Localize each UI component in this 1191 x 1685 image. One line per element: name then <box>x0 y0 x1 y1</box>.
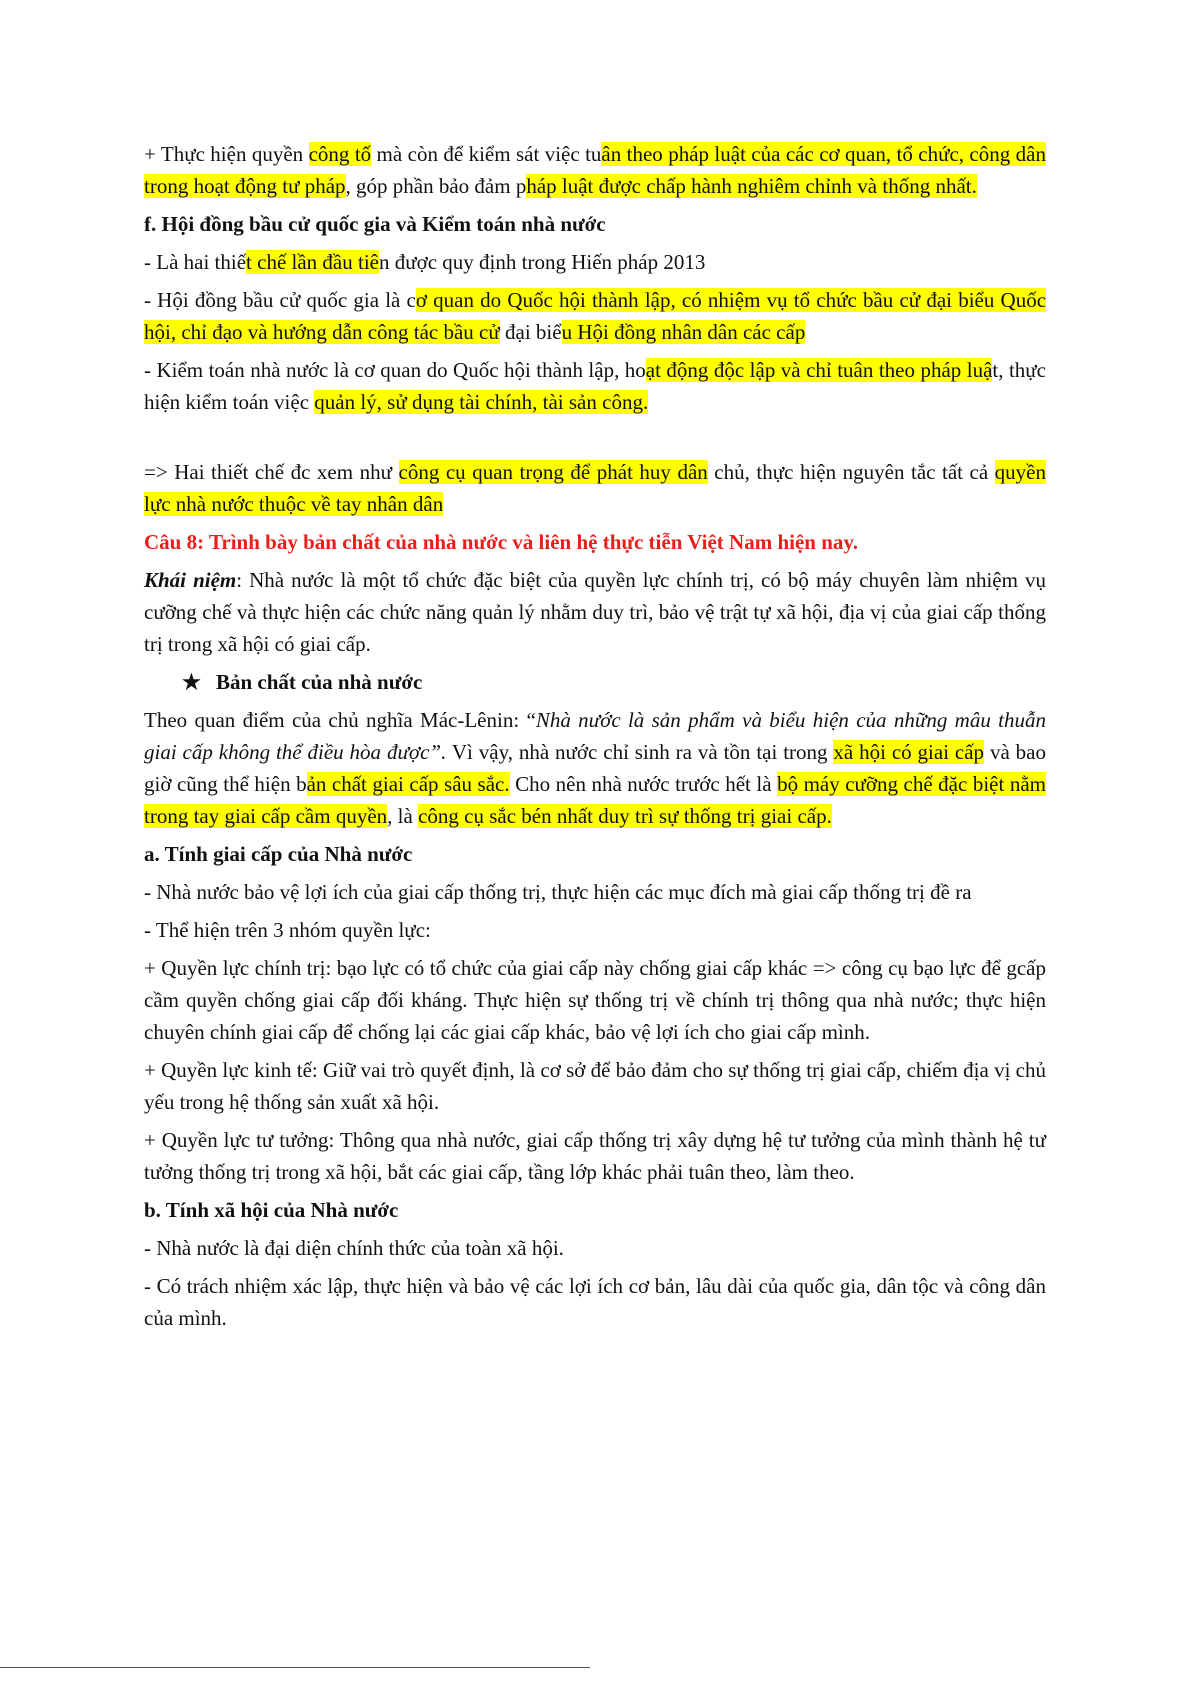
paragraph-definition <box>144 564 1046 660</box>
definition-label: Khái niệm <box>144 568 237 592</box>
text-run: => Hai thiết chế đc xem như <box>144 460 399 484</box>
paragraph-marxist-view <box>144 704 1046 832</box>
highlighted-text: công cụ sắc bén nhất duy trì sự thống trị giai cấp. <box>418 804 832 828</box>
text-run: và bao giờ cũng thể hiện b <box>144 740 1046 796</box>
text-run: Cho nên nhà nước trước hết là <box>509 772 778 796</box>
highlighted-text: bộ máy cưỡng chế đặc biệt nằm trong tay giai cấp cầm quyền <box>144 772 1046 828</box>
highlighted-text: ản chất giai cấp sâu sắc. <box>306 772 510 796</box>
highlighted-text: công cụ quan trọng để phát huy dân <box>398 460 708 484</box>
text-run: Theo quan điểm của chủ nghĩa Mác-Lênin: “ <box>144 708 536 732</box>
definition-text: : Nhà nước là một tổ chức đặc biệt của quyền lực chính trị, có bộ máy chuyên làm nhiệm vụ cưỡng chế và thực hiện các chức năng quản lý nhằm duy trì, bảo vệ trật tự xã hội, địa vị của giai cấp thống trị trong xã hội có giai cấp. <box>144 568 1046 656</box>
text-run: , góp phần bảo đảm p <box>345 174 527 198</box>
document-body <box>144 138 1046 1340</box>
text-run: n được quy định trong Hiến pháp 2013 <box>379 250 706 274</box>
highlighted-text: công tố <box>308 142 372 166</box>
paragraph-ideological-power: + Quyền lực tư tưởng: Thông qua nhà nước, giai cấp thống trị xây dựng hệ tư tưởng của mình thành hệ tư tưởng thống trị trong xã hội, bắt các giai cấp, tầng lớp khác phải tuân theo, làm theo. <box>144 1128 1046 1184</box>
highlighted-text: ân theo pháp luật của các cơ quan, tổ chức, công dân trong hoạt động tư pháp <box>144 142 1046 198</box>
star-heading-label: Bản chất của nhà nước <box>216 670 423 694</box>
highlighted-text: xã hội có giai cấp <box>833 740 985 764</box>
text-run: - Là hai thiế <box>144 250 247 274</box>
text-run: Vì vậy, nhà nước chỉ sinh ra và tồn tại trong <box>446 740 834 764</box>
footer-rule <box>0 1667 590 1668</box>
text-run: đại biể <box>499 320 562 344</box>
paragraph-public-prosecution <box>144 138 1046 202</box>
highlighted-text: u Hội đồng nhân dân các cấp <box>561 320 806 344</box>
paragraph-economic-power: + Quyền lực kinh tế: Giữ vai trò quyết định, là cơ sở để bảo đảm cho sự thống trị giai cấp, chiếm địa vị chủ yếu trong hệ thống sản xuất xã hội. <box>144 1058 1046 1114</box>
blank-line <box>144 424 1046 456</box>
heading-nature-of-state <box>144 666 1046 698</box>
text-run: - Kiểm toán nhà nước là cơ quan do Quốc hội thành lập, ho <box>144 358 646 382</box>
heading-social-nature: b. Tính xã hội của Nhà nước <box>144 1198 399 1222</box>
star-icon: ★ <box>182 670 201 694</box>
text-run: - Hội đồng bầu cử quốc gia là c <box>144 288 416 312</box>
text-run: t, thực hiện kiểm toán việc <box>144 358 1046 414</box>
paragraph-conclusion <box>144 456 1046 520</box>
heading-election-council-audit: f. Hội đồng bầu cử quốc gia và Kiểm toán nhà nước <box>144 212 606 236</box>
highlighted-text: t chế lần đầu tiê <box>246 250 379 274</box>
highlighted-text: quản lý, sử dụng tài chính, tài sản công. <box>314 390 649 414</box>
paragraph-state-audit <box>144 354 1046 418</box>
paragraph-representative: - Nhà nước là đại diện chính thức của toàn xã hội. <box>144 1236 564 1260</box>
paragraph-responsibility: - Có trách nhiệm xác lập, thực hiện và bảo vệ các lợi ích cơ bản, lâu dài của quốc gia, dân tộc và công dân của mình. <box>144 1274 1046 1330</box>
text-run: , là <box>387 804 419 828</box>
highlighted-text: háp luật được chấp hành nghiêm chỉnh và thống nhất. <box>526 174 977 198</box>
heading-class-nature: a. Tính giai cấp của Nhà nước <box>144 842 413 866</box>
highlighted-text: quyền lực nhà nước thuộc về tay nhân dân <box>144 460 1046 516</box>
paragraph-ruling-class-interest: - Nhà nước bảo vệ lợi ích của giai cấp thống trị, thực hiện các mục đích mà giai cấp thống trị đề ra <box>144 880 972 904</box>
text-run: mà còn để kiểm sát việc tu <box>371 142 602 166</box>
text-run: + Thực hiện quyền <box>144 142 309 166</box>
quoted-text: Nhà nước là sản phẩm và biểu hiện của những mâu thuẫn giai cấp không thể điều hòa được”. <box>144 708 1046 764</box>
paragraph-election-council <box>144 284 1046 348</box>
text-run: chủ, thực hiện nguyên tắc tất cả <box>707 460 995 484</box>
question-heading: Câu 8: Trình bày bản chất của nhà nước và liên hệ thực tiễn Việt Nam hiện nay. <box>144 530 858 554</box>
paragraph-three-powers: - Thể hiện trên 3 nhóm quyền lực: <box>144 918 431 942</box>
paragraph-political-power: + Quyền lực chính trị: bạo lực có tổ chức của giai cấp này chống giai cấp khác => công cụ bạo lực để gcấp cầm quyền chống giai cấp đối kháng. Thực hiện sự thống trị về chính trị thông qua nhà nước; thực hiện chuyên chính giai cấp để chống lại các giai cấp khác, bảo vệ lợi ích cho giai cấp mình. <box>144 956 1046 1044</box>
paragraph-first-time-institutions <box>144 246 1046 278</box>
highlighted-text: ạt động độc lập và chỉ tuân theo pháp luậ <box>645 358 993 382</box>
highlighted-text: ơ quan do Quốc hội thành lập, có nhiệm vụ tổ chức bầu cử đại biểu Quốc hội, chỉ đạo và hướng dẫn công tác bầu cử <box>144 288 1047 344</box>
